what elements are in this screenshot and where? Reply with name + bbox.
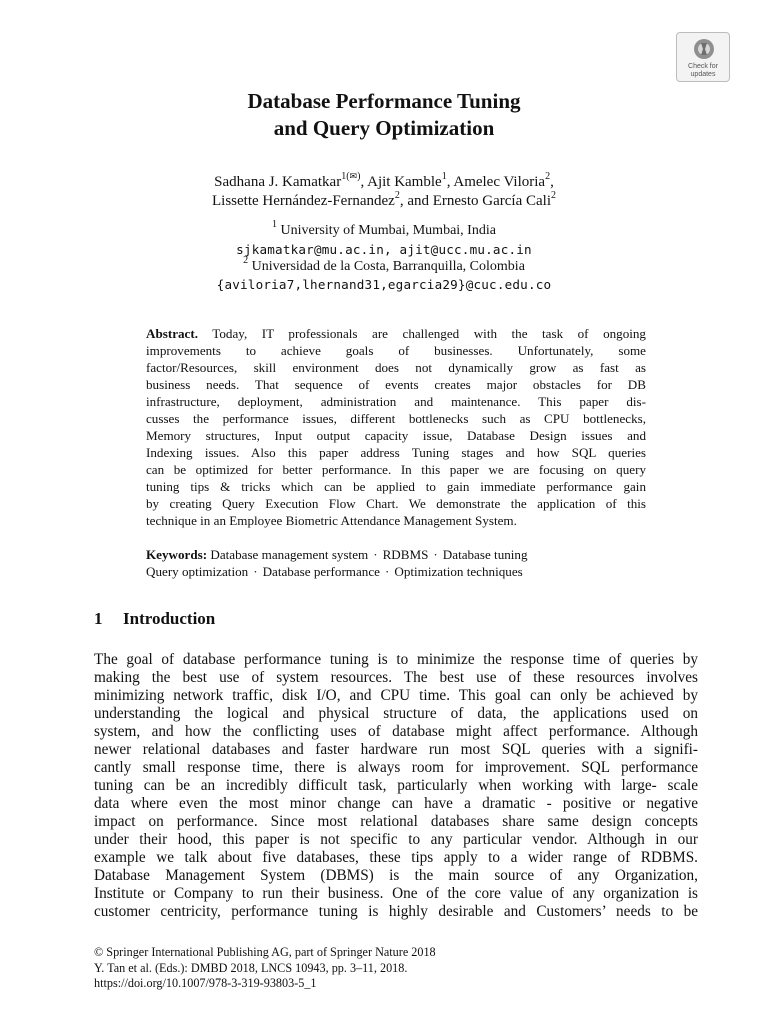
author-name: , Amelec Viloria xyxy=(446,174,546,190)
author-name: , Ajit Kamble xyxy=(360,174,442,190)
body-text-line: data where even the most minor change can have a dramatic - positive or negative xyxy=(94,795,698,812)
keyword: Database performance xyxy=(262,564,380,579)
affiliation-number: 1 xyxy=(272,219,278,231)
check-for-updates-icon xyxy=(692,37,716,61)
email-addresses: sjkamatkar@mu.ac.in, ajit@ucc.mu.ac.in xyxy=(236,242,532,257)
abstract-line: Indexing issues. Also this paper address Tuning stages and how SQL queries xyxy=(146,445,646,460)
keywords-line-2 xyxy=(146,563,646,580)
author-line-end: , xyxy=(550,174,554,190)
body-text-line: Database Management System (DBMS) is the main source of any Organization, xyxy=(94,867,698,884)
abstract-line: business needs. That sequence of events creates major obstacles for DB xyxy=(146,377,646,392)
author-name: Sadhana J. Kamatkar xyxy=(214,174,342,190)
abstract-line: cusses the performance issues, different bottlenecks such as CPU bottlenecks, xyxy=(146,411,646,426)
abstract-line: infrastructure, deployment, administration and maintenance. This paper dis- xyxy=(146,394,646,409)
paper-title-line-2: and Query Optimization xyxy=(273,116,495,140)
affiliation-text: University of Mumbai, Mumbai, India xyxy=(280,223,496,238)
abstract-line: tuning tips & tricks which can be applied to gain immediate performance gain xyxy=(146,479,646,494)
copyright-footer xyxy=(94,945,436,992)
affiliation-2 xyxy=(0,255,768,276)
keyword-separator: · xyxy=(373,547,378,562)
keyword: Database management system xyxy=(210,547,369,562)
author-line-2 xyxy=(0,191,768,212)
body-text-line: making the best use of system resources. The best use of these resources involves xyxy=(94,669,698,686)
abstract-line: technique in an Employee Biometric Attendance Management System. xyxy=(146,513,517,528)
keyword: RDBMS xyxy=(382,547,429,562)
section-title: Introduction xyxy=(123,609,216,628)
author-affiliation-marker: 1(✉) xyxy=(341,171,361,182)
affiliation-1 xyxy=(0,219,768,240)
abstract-line: improvements to achieve goals of businesses. Unfortunately, some xyxy=(146,343,646,358)
author-affiliation-marker: 1 xyxy=(441,171,447,182)
author-affiliation-marker: 2 xyxy=(545,171,551,182)
section-heading xyxy=(94,607,215,631)
keyword-separator: · xyxy=(433,547,438,562)
abstract-line: can be optimized for better performance. In this paper we are focusing on query xyxy=(146,462,646,477)
author-name: Lissette Hernández-Fernandez xyxy=(211,193,395,209)
affiliation-number: 2 xyxy=(243,255,249,267)
author-name: , and Ernesto García Cali xyxy=(399,193,552,209)
abstract-line: Memory structures, Input output capacity issue, Database Design issues and xyxy=(146,428,646,443)
doi-link[interactable]: https://doi.org/10.1007/978-3-319-93803-5_1 xyxy=(94,976,317,990)
keywords xyxy=(146,546,646,580)
paper-title-line-1: Database Performance Tuning xyxy=(247,89,521,113)
section-number: 1 xyxy=(94,609,103,628)
email-addresses: {aviloria7,lhernand31,egarcia29}@cuc.edu.co xyxy=(216,277,552,292)
body-text-line: impact on performance. Since most relational databases share same design concepts xyxy=(94,813,698,830)
keywords-label: Keywords: xyxy=(146,547,208,562)
body-text-line: example we talk about five databases, these tips apply to a wider range of RDBMS. xyxy=(94,849,698,866)
body-text-line: understanding the logical and physical structure of data, the applications used on xyxy=(94,705,698,722)
introduction-body xyxy=(94,651,698,921)
affiliation-text: Universidad de la Costa, Barranquilla, Colombia xyxy=(251,259,525,274)
keyword-separator: · xyxy=(253,564,258,579)
keyword: Optimization techniques xyxy=(394,564,523,579)
keyword: Query optimization xyxy=(146,564,249,579)
body-text-line: tuning can be an incredibly difficult task, particularly when working with large- scale xyxy=(94,777,698,794)
body-text-line: cantly small response time, there is always room for improvement. SQL performance xyxy=(94,759,698,776)
body-text-line: customer centricity, performance tuning is highly desirable and Customers’ needs to be xyxy=(94,903,698,920)
body-text-line: minimizing network traffic, disk I/O, and CPU time. This goal can only be achieved by xyxy=(94,687,698,704)
body-text-line: Institute or Company to run their business. One of the core value of any organization is xyxy=(94,885,698,902)
body-text-line: newer relational databases and faster hardware run most SQL queries with a signifi- xyxy=(94,741,698,758)
check-for-updates-badge[interactable] xyxy=(676,32,730,82)
author-affiliation-marker: 2 xyxy=(394,190,400,201)
mail-icon: ✉ xyxy=(349,171,358,181)
abstract-line: Abstract. Today, IT professionals are challenged with the task of ongoing xyxy=(146,326,646,341)
body-text-line: under their hood, this paper is not specific to any particular vendor. Although in our xyxy=(94,831,698,848)
citation-line: Y. Tan et al. (Eds.): DMBD 2018, LNCS 10943, pp. 3–11, 2018. xyxy=(94,960,408,975)
author-line-1 xyxy=(0,172,768,193)
keyword-separator: · xyxy=(384,564,390,579)
badge-text-line-1: Check for xyxy=(688,63,718,70)
badge-text-line-2: updates xyxy=(690,71,716,78)
abstract-line: factor/Resources, skill environment does not dynamically grow as fast as xyxy=(146,360,646,375)
abstract xyxy=(146,325,646,529)
copyright-line: © Springer International Publishing AG, part of Springer Nature 2018 xyxy=(94,945,436,959)
keywords-line-1 xyxy=(146,546,646,563)
keyword: Database tuning xyxy=(442,547,528,562)
author-affiliation-marker: 2 xyxy=(551,190,557,201)
body-text-line: The goal of database performance tuning is to minimize the response time of queries by xyxy=(94,651,698,668)
abstract-line: by creating Query Execution Flow Chart. We demonstrate the application of this xyxy=(146,496,646,511)
affiliation-2-emails xyxy=(0,276,768,295)
abstract-label: Abstract. xyxy=(146,326,198,341)
body-text-line: system, and how the conflicting uses of database might affect performance. Although xyxy=(94,723,698,740)
